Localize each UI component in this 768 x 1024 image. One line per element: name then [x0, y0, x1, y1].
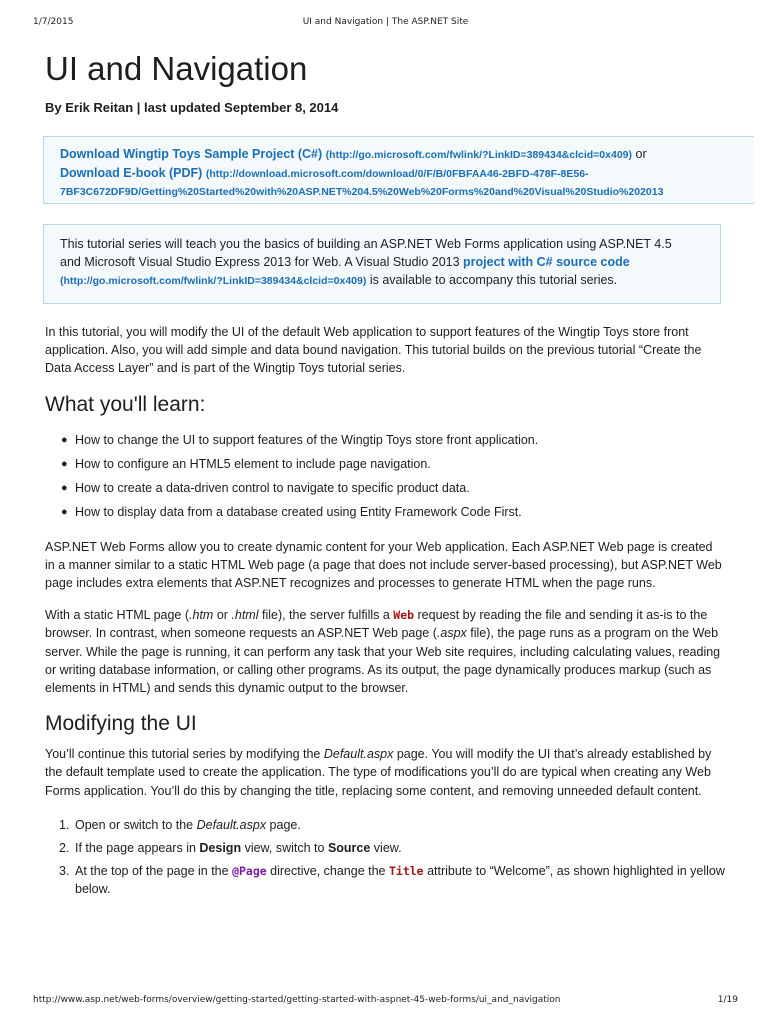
sample-project-url[interactable]: (http://go.microsoft.com/fwlink/?LinkID=389434&clcid=0x409)	[325, 149, 633, 161]
intro-line-2-text: and Microsoft Visual Studio Express 2013 for Web. A Visual Studio 2013	[60, 255, 464, 269]
static-html-paragraph	[45, 606, 725, 697]
ebook-url-part2[interactable]: 7BF3C672DF9D/Getting%20Started%20with%20ASP.NET%204.5%20Web%20Forms%20and%20Visual%20Studio%202013	[60, 186, 664, 198]
print-date: 1/7/2015	[33, 17, 74, 27]
list-item-text: How to configure an HTML5 element to include page navigation.	[75, 456, 431, 471]
intro-line-2	[60, 253, 630, 271]
modify-heading: Modifying the UI	[45, 712, 197, 736]
web-code: Web	[393, 608, 415, 623]
text-run: file), the server fulfills a	[258, 608, 394, 623]
text-run: With a static HTML page (	[45, 608, 190, 623]
text-run: page. You will modify the UI that’s already established by the default template used to create the application. The type of modifications you’ll do are typical when creating any Web Forms application. You’ll do this by changing the title, replacing some content, and removing unneeded default content.	[45, 747, 712, 798]
text-run: Open or switch to the	[75, 817, 197, 832]
step-3	[45, 862, 725, 898]
bullet-icon: ●	[61, 481, 68, 494]
text-run: At the top of the page in the	[75, 863, 233, 878]
text-run: or	[213, 608, 232, 623]
download-line-2	[60, 164, 589, 183]
list-item	[45, 476, 725, 500]
list-item-text: How to create a data-driven control to navigate to specific product data.	[75, 480, 470, 495]
step-number: 2.	[59, 840, 70, 855]
print-page-title: UI and Navigation | The ASP.NET Site	[302, 17, 469, 27]
modify-paragraph	[45, 745, 725, 800]
bullet-icon: ●	[61, 505, 68, 518]
article	[45, 48, 725, 903]
print-footer	[33, 995, 738, 1007]
download-line-1	[60, 145, 647, 164]
step-number: 1.	[59, 817, 70, 832]
file-name: Default.aspx	[323, 747, 394, 762]
intro-line-3-text: is available to accompany this tutorial series.	[366, 273, 618, 287]
download-box	[43, 136, 754, 204]
list-item	[45, 500, 725, 524]
file-ext-html: .html	[231, 608, 259, 623]
intro-line-1: This tutorial series will teach you the basics of building an ASP.NET Web Forms application using ASP.NET 4.5	[60, 237, 672, 251]
byline: By Erik Reitan | last updated September 8, 2014	[45, 100, 339, 115]
text-run: page.	[266, 817, 301, 832]
step-number: 3.	[59, 863, 70, 878]
project-source-code-link[interactable]: project with C# source code	[463, 255, 630, 269]
print-header	[33, 17, 738, 29]
file-name: Default.aspx	[196, 817, 267, 832]
text-run: You’ll continue this tutorial series by modifying the	[45, 747, 324, 762]
download-sample-project-link[interactable]: Download Wingtip Toys Sample Project (C#)	[60, 147, 323, 161]
list-item	[45, 428, 725, 452]
list-item	[45, 452, 725, 476]
learn-list	[45, 428, 725, 524]
intro-box	[43, 224, 721, 304]
steps-list	[45, 816, 725, 898]
or-text: or	[632, 147, 647, 161]
print-url: http://www.asp.net/web-forms/overview/getting-started/getting-started-with-aspnet-45-web-forms/ui_and_navigation	[33, 995, 561, 1005]
design-label: Design	[199, 840, 242, 855]
source-label: Source	[327, 840, 371, 855]
text-run: If the page appears in	[75, 840, 200, 855]
download-ebook-link[interactable]: Download E-book (PDF)	[60, 166, 203, 180]
text-run: attribute to “Welcome”, as shown highlighted in yellow below.	[75, 863, 725, 896]
ebook-url-part1[interactable]: (http://download.microsoft.com/download/0/F/B/0FBFAA46-2BFD-478F-8E56-	[205, 168, 589, 180]
bullet-icon: ●	[61, 457, 68, 470]
print-page-number: 1/19	[717, 995, 738, 1005]
list-item-text: How to display data from a database created using Entity Framework Code First.	[75, 504, 522, 519]
list-item-text: How to change the UI to support features of the Wingtip Toys store front application.	[75, 432, 539, 447]
page-title: UI and Navigation	[45, 50, 308, 87]
bullet-icon: ●	[61, 433, 68, 446]
intro-line-3	[60, 271, 617, 290]
text-run: file), the page runs as a program on the Web server. While the page is running, it can perform any task that your Web site requires, including calculating values, reading or writing database information, or calling other programs. As its output, the page dynamically produces markup (such as elements in HTML) and sends this dynamic output to the browser.	[45, 626, 721, 696]
text-run: directive, change the	[266, 863, 389, 878]
intro-paragraph: In this tutorial, you will modify the UI of the default Web application to support features of the Wingtip Toys store front application. Also, you will add simple and data bound navigation. This tutorial builds on the previous tutorial “Create the Data Access Layer” and is part of the Wingtip Toys tutorial series.	[45, 325, 702, 376]
text-run: view, switch to	[241, 840, 328, 855]
project-source-code-url[interactable]: (http://go.microsoft.com/fwlink/?LinkID=389434&clcid=0x409)	[60, 275, 367, 287]
file-ext-htm: .htm	[189, 608, 214, 623]
webforms-paragraph: ASP.NET Web Forms allow you to create dynamic content for your Web application. Each ASP.NET Web page is created in a manner similar to a static HTML Web page (a page that does not include server-based processing), but ASP.NET Web page includes extra elements that ASP.NET recognizes and processes to generate HTML when the page runs.	[45, 539, 722, 591]
file-ext-aspx: .aspx	[436, 626, 467, 641]
step-1	[45, 816, 725, 834]
page-directive-code: @Page	[232, 863, 267, 878]
learn-heading: What you'll learn:	[45, 392, 206, 416]
download-line-3	[60, 182, 663, 201]
step-2	[45, 839, 725, 857]
title-attribute-code: Title	[388, 863, 424, 878]
text-run: request by reading the file and sending it as-is to the browser. In contrast, when someone requests an ASP.NET Web page (	[45, 608, 708, 641]
text-run: view.	[370, 840, 402, 855]
